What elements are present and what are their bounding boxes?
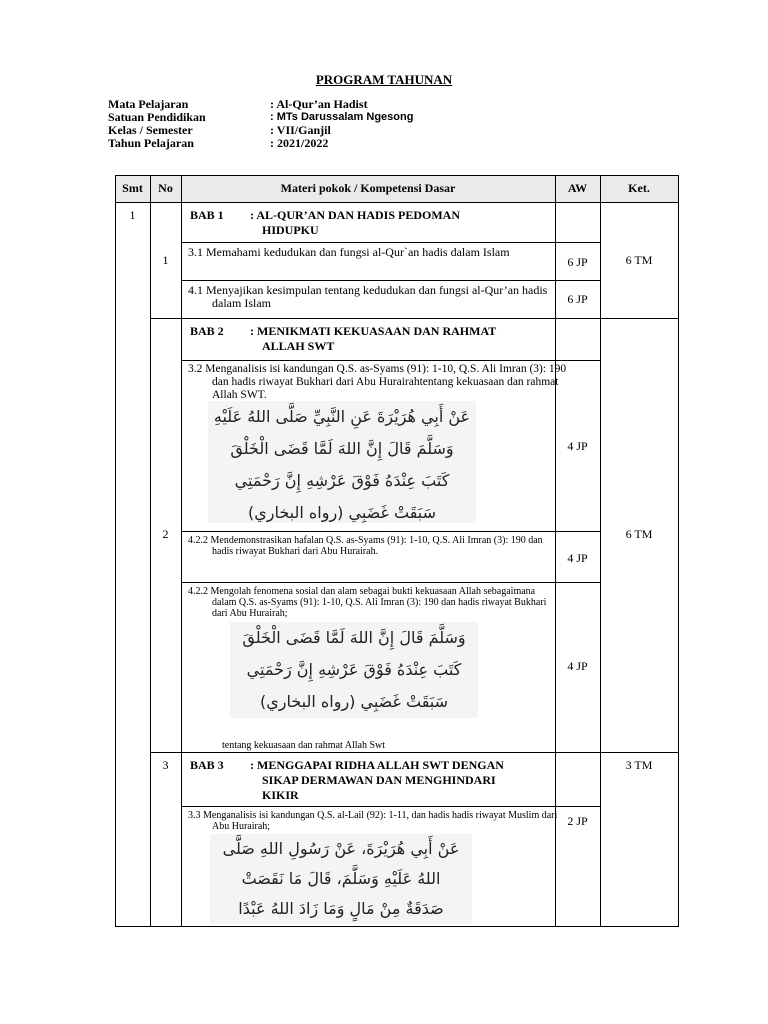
bab2-label: BAB 2	[190, 324, 224, 338]
bab2-kd3: 4.2.2 Mengolah fenomena sosial dan alam sebagai bukti kekuasaan Allah sebagaimana dalam Q.S. as-Syams (91): 1-10, Q.S. Ali Imran (3): 190 dan hadis riwayat Bukhari dari Abu Hurairah;	[188, 586, 547, 619]
bab3-kd1-aw: 2 JP	[567, 814, 588, 828]
bab2-kd1: 3.2 Menganalisis isi kandungan Q.S. as-Syams (91): 1-10, Q.S. Ali Imran (3): 190 dan hadis riwayat Bukhari dari Abu Hurairahtentang kekuasaan dan rahmat Allah SWT.	[188, 363, 567, 401]
col-sep-smt	[150, 175, 151, 927]
bab1-title-line2: HIDUPKU	[262, 223, 319, 237]
arabic-line: اللهُ عَلَيْهِ وَسَلَّمَ، قَالَ مَا نَقَصَتْ	[241, 869, 441, 888]
bab1-kd1-aw: 6 JP	[567, 255, 588, 269]
bab2-sep3	[181, 582, 601, 583]
bab1-sep1	[181, 242, 601, 243]
info-key: Kelas / Semester	[108, 123, 193, 137]
header-bottom-border	[115, 202, 678, 203]
col-sep-no	[181, 175, 182, 927]
bab3-sep1	[181, 806, 601, 807]
arabic-line: كَتَبَ عِنْدَهُ فَوْقَ عَرْشِهِ إِنَّ رَحْمَتِي	[234, 471, 450, 490]
header-materi: Materi pokok / Kompetensi Dasar	[280, 181, 456, 195]
bab1-kd1: 3.1 Memahami kedudukan dan fungsi al-Qur`an hadis dalam Islam	[188, 245, 510, 259]
arabic-line: عَنْ أَبِي هُرَيْرَةَ عَنِ النَّبِيِّ صَلَّى اللهُ عَلَيْهِ	[213, 407, 471, 426]
bab3-title-line2: SIKAP DERMAWAN DAN MENGHINDARI	[262, 773, 496, 787]
bab2-kd1-aw: 4 JP	[567, 439, 588, 453]
arabic-line: كَتَبَ عِنْدَهُ فَوْقَ عَرْشِهِ إِنَّ رَحْمَتِي	[246, 660, 462, 679]
arabic-line: وَسَلَّمَ قَالَ إِنَّ اللهَ لَمَّا قَضَى الْخَلْقَ	[242, 628, 466, 647]
info-key: Satuan Pendidikan	[108, 110, 206, 124]
bab1-sep2	[181, 280, 601, 281]
bab2-kd3-aw: 4 JP	[567, 659, 588, 673]
bab1-label: BAB 1	[190, 208, 224, 222]
bab1-kd2: 4.1 Menyajikan kesimpulan tentang kedudukan dan fungsi al-Qur’an hadis dalam Islam	[188, 283, 548, 310]
header-smt: Smt	[122, 181, 143, 195]
table-border-right	[678, 175, 679, 927]
bab2-kd2: 4.2.2 Mendemonstrasikan hafalan Q.S. as-Syams (91): 1-10, Q.S. Ali Imran (3): 190 dan hadis riwayat Bukhari dari Abu Hurairah.	[188, 535, 543, 557]
arabic-line: صَدَقَةٌ مِنْ مَالٍ وَمَا زَادَ اللهُ عَبْدًا	[238, 899, 444, 918]
bab1-title-line1: : AL-QUR’AN DAN HADIS PEDOMAN	[250, 208, 460, 222]
bab2-ket: 6 TM	[625, 527, 653, 541]
document-title: PROGRAM TAHUNAN	[315, 72, 453, 87]
table-border-bottom	[115, 926, 678, 927]
bab2-kd3-tail: tentang kekuasaan dan rahmat Allah Swt	[222, 740, 386, 751]
bab2-kd2-aw: 4 JP	[567, 551, 588, 565]
arabic-text-1	[208, 401, 476, 529]
info-value: : MTs Darussalam Ngesong	[270, 111, 414, 123]
header-no: No	[158, 181, 173, 195]
bab1-ket: 6 TM	[625, 253, 653, 267]
header-aw: AW	[567, 181, 588, 195]
header-ket: Ket.	[628, 181, 650, 195]
info-value: : Al-Qur’an Hadist	[270, 97, 368, 111]
bab3-title-line3: KIKIR	[262, 788, 299, 802]
bab1-no: 1	[162, 253, 169, 267]
bab1-kd2-aw: 6 JP	[567, 292, 588, 306]
bab2-bottom	[150, 752, 678, 753]
bab3-title-line1: : MENGGAPAI RIDHA ALLAH SWT DENGAN	[250, 758, 504, 772]
bab1-bottom	[150, 318, 678, 319]
bab2-title-line2: ALLAH SWT	[262, 339, 335, 353]
bab2-no: 2	[162, 527, 169, 541]
table-border-left	[115, 175, 116, 927]
bab3-no: 3	[162, 758, 169, 772]
bab3-ket: 3 TM	[625, 758, 653, 772]
arabic-line: سَبَقَتْ غَضَبِي (رواه البخاري)	[259, 692, 449, 711]
bab2-sep1	[181, 360, 601, 361]
arabic-line: عَنْ أَبِي هُرَيْرَةَ، عَنْ رَسُولِ اللهِ صَلَّى	[222, 839, 460, 858]
col-sep-aw	[600, 175, 601, 927]
bab3-kd1: 3.3 Menganalisis isi kandungan Q.S. al-Lail (92): 1-11, dan hadis hadis riwayat Muslim dari Abu Hurairah;	[188, 810, 558, 832]
bab2-sep2	[181, 531, 601, 532]
bab2-title-line1: : MENIKMATI KEKUASAAN DAN RAHMAT	[250, 324, 497, 338]
bab3-label: BAB 3	[190, 758, 224, 772]
info-value: : VII/Ganjil	[270, 123, 331, 137]
arabic-line: سَبَقَتْ غَضَبِي (رواه البخاري)	[247, 503, 437, 522]
info-key: Mata Pelajaran	[108, 97, 189, 111]
info-key: Tahun Pelajaran	[108, 136, 194, 150]
info-block	[108, 98, 413, 150]
table-border-top	[115, 175, 678, 176]
arabic-line: وَسَلَّمَ قَالَ إِنَّ اللهَ لَمَّا قَضَى الْخَلْقَ	[230, 439, 454, 458]
info-row-year	[108, 137, 413, 150]
smt-value: 1	[129, 208, 136, 222]
arabic-text-2	[230, 622, 478, 718]
info-value: : 2021/2022	[270, 136, 329, 150]
arabic-text-3	[210, 834, 472, 924]
